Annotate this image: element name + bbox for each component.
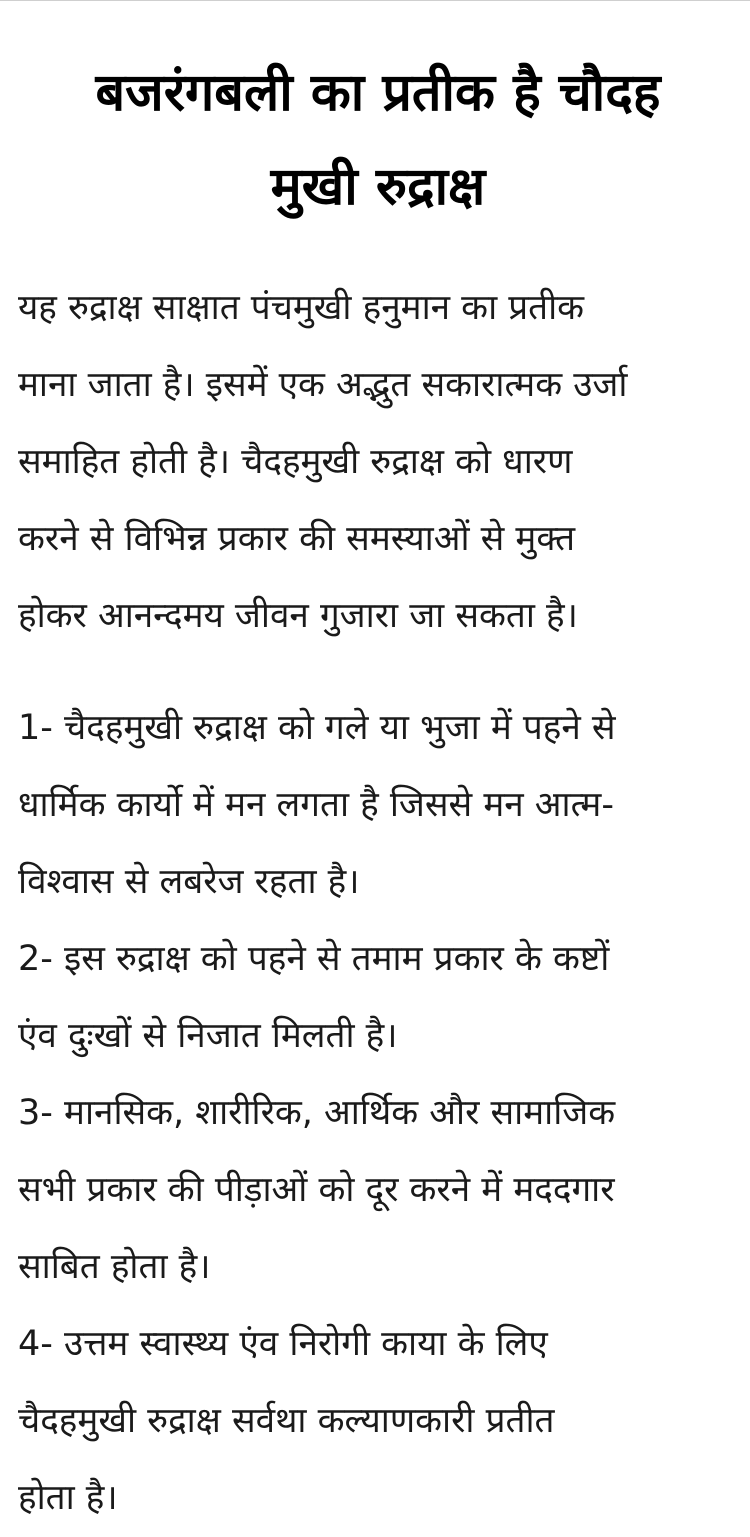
point-line: एंव दुःखों से निजात मिलती है। bbox=[18, 1016, 398, 1056]
article bbox=[18, 0, 738, 1537]
intro-line: माना जाता है। इसमें एक अद्भुत सकारात्मक उर्जा bbox=[18, 365, 628, 405]
point-item-2 bbox=[18, 921, 738, 1075]
intro-line: समाहित होती है। चैदहमुखी रुद्राक्ष को धारण bbox=[18, 442, 573, 482]
point-line: 1- चैदहमुखी रुद्राक्ष को गले या भुजा में पहने से bbox=[18, 708, 616, 748]
article-title bbox=[18, 0, 738, 234]
title-line: मुखी रुद्राक्ष bbox=[270, 157, 486, 217]
point-line: 2- इस रुद्राक्ष को पहने से तमाम प्रकार के कष्टों bbox=[18, 939, 610, 979]
point-line: 3- मानसिक, शारीरिक, आर्थिक और सामाजिक bbox=[18, 1093, 616, 1133]
intro-line: यह रुद्राक्ष साक्षात पंचमुखी हनुमान का प्रतीक bbox=[18, 288, 585, 328]
point-line: चैदहमुखी रुद्राक्ष सर्वथा कल्याणकारी प्रतीत bbox=[18, 1401, 555, 1441]
intro-line: करने से विभिन्न प्रकार की समस्याओं से मुक्त bbox=[18, 519, 576, 559]
intro-paragraph bbox=[18, 270, 738, 655]
point-line: धार्मिक कार्यो में मन लगता है जिससे मन आत्म- bbox=[18, 785, 614, 825]
intro-line: होकर आनन्दमय जीवन गुजारा जा सकता है। bbox=[18, 596, 578, 636]
point-item-3 bbox=[18, 1075, 738, 1306]
points-list bbox=[18, 690, 738, 1537]
point-item-1 bbox=[18, 690, 738, 921]
point-line: साबित होता है। bbox=[18, 1247, 211, 1287]
title-line: बजरंगबली का प्रतीक है चौदह bbox=[95, 63, 661, 123]
point-line: 4- उत्तम स्वास्थ्य एंव निरोगी काया के लिए bbox=[18, 1324, 548, 1364]
point-line: सभी प्रकार की पीड़ाओं को दूर करने में मददगार bbox=[18, 1170, 615, 1210]
point-line: होता है। bbox=[18, 1478, 118, 1518]
point-line: विश्वास से लबरेज रहता है। bbox=[18, 862, 360, 902]
point-item-4 bbox=[18, 1306, 738, 1537]
